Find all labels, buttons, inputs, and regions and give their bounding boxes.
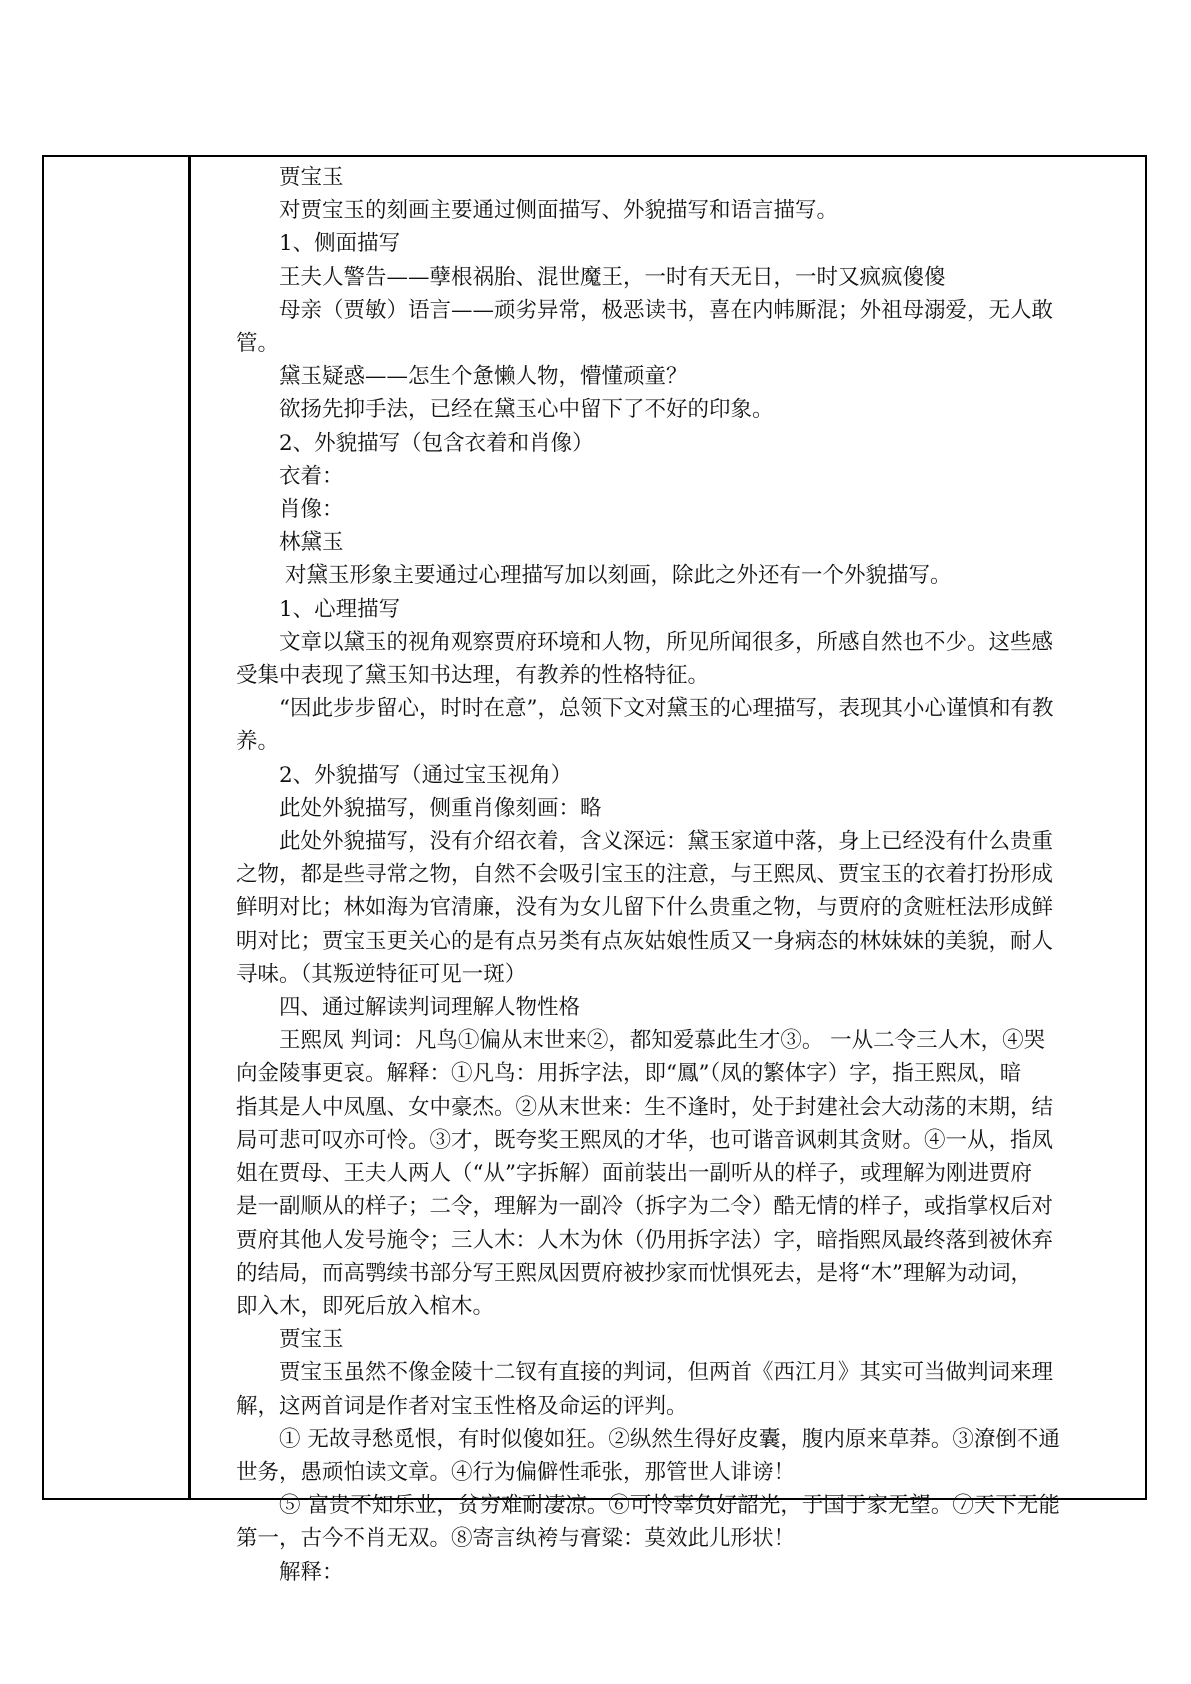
text-line: 指其是人中凤凰、女中豪杰。②从末世来：生不逢时，处于封建社会大动荡的末期，结: [236, 1094, 1054, 1120]
text-line: 养。: [236, 729, 280, 755]
text-line: 文章以黛玉的视角观察贾府环境和人物，所见所闻很多，所感自然也不少。这些感: [279, 629, 1054, 655]
text-cell: [196, 157, 1145, 1585]
text-line: 之物，都是些寻常之物，自然不会吸引宝玉的注意，与王熙凤、贾宝玉的衣着打扮形成: [236, 862, 1054, 888]
text-line: ① 无故寻愁觅恨，有时似傻如狂。②纵然生得好皮囊，腹内原来草莽。③潦倒不通: [279, 1426, 1060, 1452]
text-line: 贾宝玉: [279, 1327, 344, 1353]
text-line: 黛玉疑惑——怎生个惫懒人物，懵懂顽童？: [279, 364, 688, 390]
text-line: 局可悲可叹亦可怜。③才，既夸奖王熙凤的才华，也可谐音讽刺其贪财。④一从，指凤: [236, 1127, 1054, 1153]
text-line: “因此步步留心，时时在意”，总领下文对黛玉的心理描写，表现其小心谨慎和有教: [279, 696, 1054, 722]
text-line: 第一，古今不肖无双。⑧寄言纨袴与膏粱：莫效此儿形状！: [236, 1526, 796, 1552]
text-line: 王夫人警告——孽根祸胎、混世魔王，一时有天无日，一时又疯疯傻傻: [279, 264, 946, 290]
text-line: 此处外貌描写，没有介绍衣着，含义深远：黛玉家道中落，身上已经没有什么贵重: [279, 829, 1054, 855]
text-line: 是一副顺从的样子；二令，理解为一副冷（拆字为二令）酷无情的样子，或指掌权后对: [236, 1194, 1054, 1220]
text-line: 姐在贾母、王夫人两人（“从”字拆解）面前装出一副听从的样子，或理解为刚进贾府: [236, 1161, 1032, 1187]
text-line: 欲扬先抑手法，已经在黛玉心中留下了不好的印象。: [279, 397, 774, 423]
left-margin-cell: [44, 157, 191, 1498]
text-line: 解，这两首词是作者对宝玉性格及命运的评判。: [236, 1393, 688, 1419]
text-line: 对黛玉形象主要通过心理描写加以刻画，除此之外还有一个外貌描写。: [285, 563, 952, 589]
text-line: 母亲（贾敏）语言——顽劣异常，极恶读书，喜在内帏厮混；外祖母溺爱，无人敢: [279, 297, 1054, 323]
text-line: 2、外貌描写（包含衣着和肖像）: [279, 430, 594, 456]
text-line: 寻味。（其叛逆特征可见一斑）: [236, 961, 527, 987]
text-line: 此处外貌描写，侧重肖像刻画：略: [279, 795, 602, 821]
text-line: 肖像：: [279, 497, 344, 523]
text-line: 明对比；贾宝玉更关心的是有点另类有点灰姑娘性质又一身病态的林妹妹的美貌，耐人: [236, 928, 1054, 954]
text-line: 贾宝玉: [279, 165, 344, 190]
text-line: 即入木，即死后放入棺木。: [236, 1293, 495, 1319]
text-line: 林黛玉: [279, 530, 344, 556]
text-line: 管。: [236, 331, 280, 357]
text-line: 世务，愚顽怕读文章。④行为偏僻性乖张，那管世人诽谤！: [236, 1459, 796, 1485]
text-line: 鲜明对比；林如海为官清廉，没有为女儿留下什么贵重之物，与贾府的贪赃枉法形成鲜: [236, 895, 1054, 921]
text-line: 向金陵事更哀。解释：①凡鸟：用拆字法，即“鳳”（凤的繁体字）字，指王熙凤，暗: [236, 1061, 1022, 1087]
text-line: 的结局，而高鹗续书部分写王熙凤因贾府被抄家而忧惧死去，是将“木”理解为动词，: [236, 1260, 1032, 1286]
text-line: 贾府其他人发号施令；三人木：人木为休（仍用拆字法）字，暗指熙凤最终落到被休弃: [236, 1227, 1054, 1253]
text-line: 衣着：: [279, 463, 344, 489]
text-line: 受集中表现了黛玉知书达理，有教养的性格特征。: [236, 663, 710, 689]
text-line: 解释：: [279, 1559, 344, 1585]
content-table: [42, 155, 1147, 1585]
text-line: ⑤ 富贵不知乐业，贫穷难耐凄凉。⑥可怜辜负好韶光，于国于家无望。⑦天下无能: [279, 1493, 1060, 1519]
text-line: 对贾宝玉的刻画主要通过侧面描写、外貌描写和语言描写。: [279, 198, 839, 224]
text-line: 王熙凤 判词：凡鸟①偏从末世来②，都知爱慕此生才③。 一从二令三人木，④哭: [279, 1028, 1046, 1054]
text-line: 1、侧面描写: [279, 231, 401, 257]
text-line: 贾宝玉虽然不像金陵十二钗有直接的判词，但两首《西江月》其实可当做判词来理: [279, 1360, 1054, 1386]
text-line: 1、心理描写: [279, 596, 401, 622]
text-line: 2、外貌描写（通过宝玉视角）: [279, 762, 573, 788]
text-line: 四、通过解读判词理解人物性格: [279, 995, 581, 1021]
